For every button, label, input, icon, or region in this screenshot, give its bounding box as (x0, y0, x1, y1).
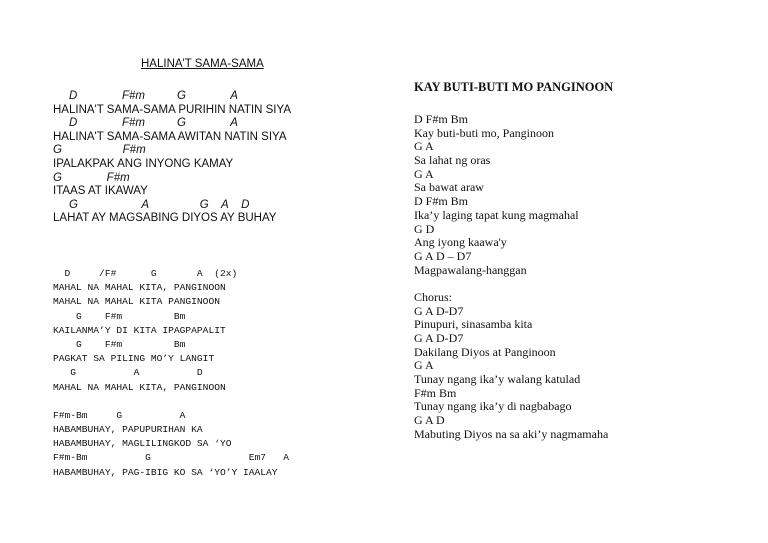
lyric-line: MAHAL NA MAHAL KITA, PANGINOON (53, 282, 226, 294)
lyric-line: KAILANMA’Y DI KITA IPAGPAPALIT (53, 324, 226, 336)
lyric-line: LAHAT AY MAGSABING DIYOS AY BUHAY (53, 212, 277, 225)
lyric-line: HABAMBUHAY, PAG-IBIG KO SA ‘YO’Y IAALAY (53, 466, 278, 478)
chord-line: G F#m (53, 144, 146, 157)
chord-line: D F#m G A (53, 90, 238, 102)
chord-line: G A D (53, 367, 203, 379)
lyric-line: Ika’y laging tapat kung magmahal (414, 207, 579, 222)
lyric-line: Ang iyong kaawa'y (414, 235, 507, 250)
chord-line: G A D (414, 413, 445, 428)
chord-line: D F#m Bm (414, 112, 469, 126)
song-lines (53, 90, 383, 226)
chord-line: G F#m (53, 171, 130, 184)
chord-line: G D (414, 221, 435, 236)
song-chorus-block (53, 267, 393, 480)
song-kay-buti-buti-mo-panginoon (414, 80, 754, 442)
song-title: KAY BUTI-BUTI MO PANGINOON (414, 80, 614, 94)
lyric-line: Tunay ngang ika’y walang katulad (414, 372, 581, 387)
chord-line: G A (414, 139, 434, 154)
lyric-line: HABAMBUHAY, MAGLILINGKOD SA ‘YO (53, 438, 232, 450)
chord-line: F#m-Bm G A (53, 409, 186, 421)
chord-line: G F#m Bm (53, 310, 186, 322)
lyric-line: Magpawalang-hanggan (414, 262, 527, 277)
lyric-line: Sa lahat ng oras (414, 153, 491, 168)
chord-line: G F#m Bm (53, 338, 186, 350)
chorus-label: Chorus: (414, 289, 453, 304)
chord-line: G A (414, 166, 434, 181)
lyric-line: IPALAKPAK ANG INYONG KAMAY (53, 157, 234, 170)
chord-line: G A D – D7 (414, 248, 472, 263)
lyric-line: Pinupuri, sinasamba kita (414, 317, 533, 332)
lyric-line: Mabuting Diyos na sa aki’y nagmamaha (414, 426, 609, 441)
lyric-line: MAHAL NA MAHAL KITA, PANGINOON (53, 381, 226, 393)
chord-line: D /F# G A (2x) (53, 268, 238, 279)
chord-line: G A D-D7 (414, 303, 464, 318)
chord-line: D F#m G A (53, 117, 238, 130)
lyric-line: HALINA'T SAMA-SAMA AWITAN NATIN SIYA (53, 130, 287, 143)
lyric-line: PAGKAT SA PILING MO’Y LANGIT (53, 353, 215, 365)
chord-line: G A D-D7 (414, 331, 464, 345)
lyric-line: HALINA'T SAMA-SAMA PURIHIN NATIN SIYA (53, 103, 291, 116)
blank-line (414, 277, 754, 291)
lyric-line: HABAMBUHAY, PAPUPURIHAN KA (53, 424, 203, 436)
chord-line: F#m Bm (414, 385, 457, 400)
lyric-line: ITAAS AT IKAWAY (53, 185, 148, 198)
lyric-line: Dakilang Diyos at Panginoon (414, 344, 556, 359)
chord-line: D F#m Bm (414, 194, 469, 209)
lyric-line: Sa bawat araw (414, 180, 484, 195)
chord-line: F#m-Bm G Em7 A (53, 452, 290, 464)
lyric-line: Tunay ngang ika’y di nagbabago (414, 399, 572, 414)
lyric-line: Kay buti-buti mo, Panginoon (414, 125, 554, 140)
blank-line (53, 395, 393, 409)
lyric-line: MAHAL NA MAHAL KITA PANGINOON (53, 296, 220, 308)
chord-line: G A G A D (53, 198, 250, 211)
song-title: HALINA'T SAMA-SAMA (141, 58, 264, 70)
chord-line: G A (414, 358, 434, 373)
